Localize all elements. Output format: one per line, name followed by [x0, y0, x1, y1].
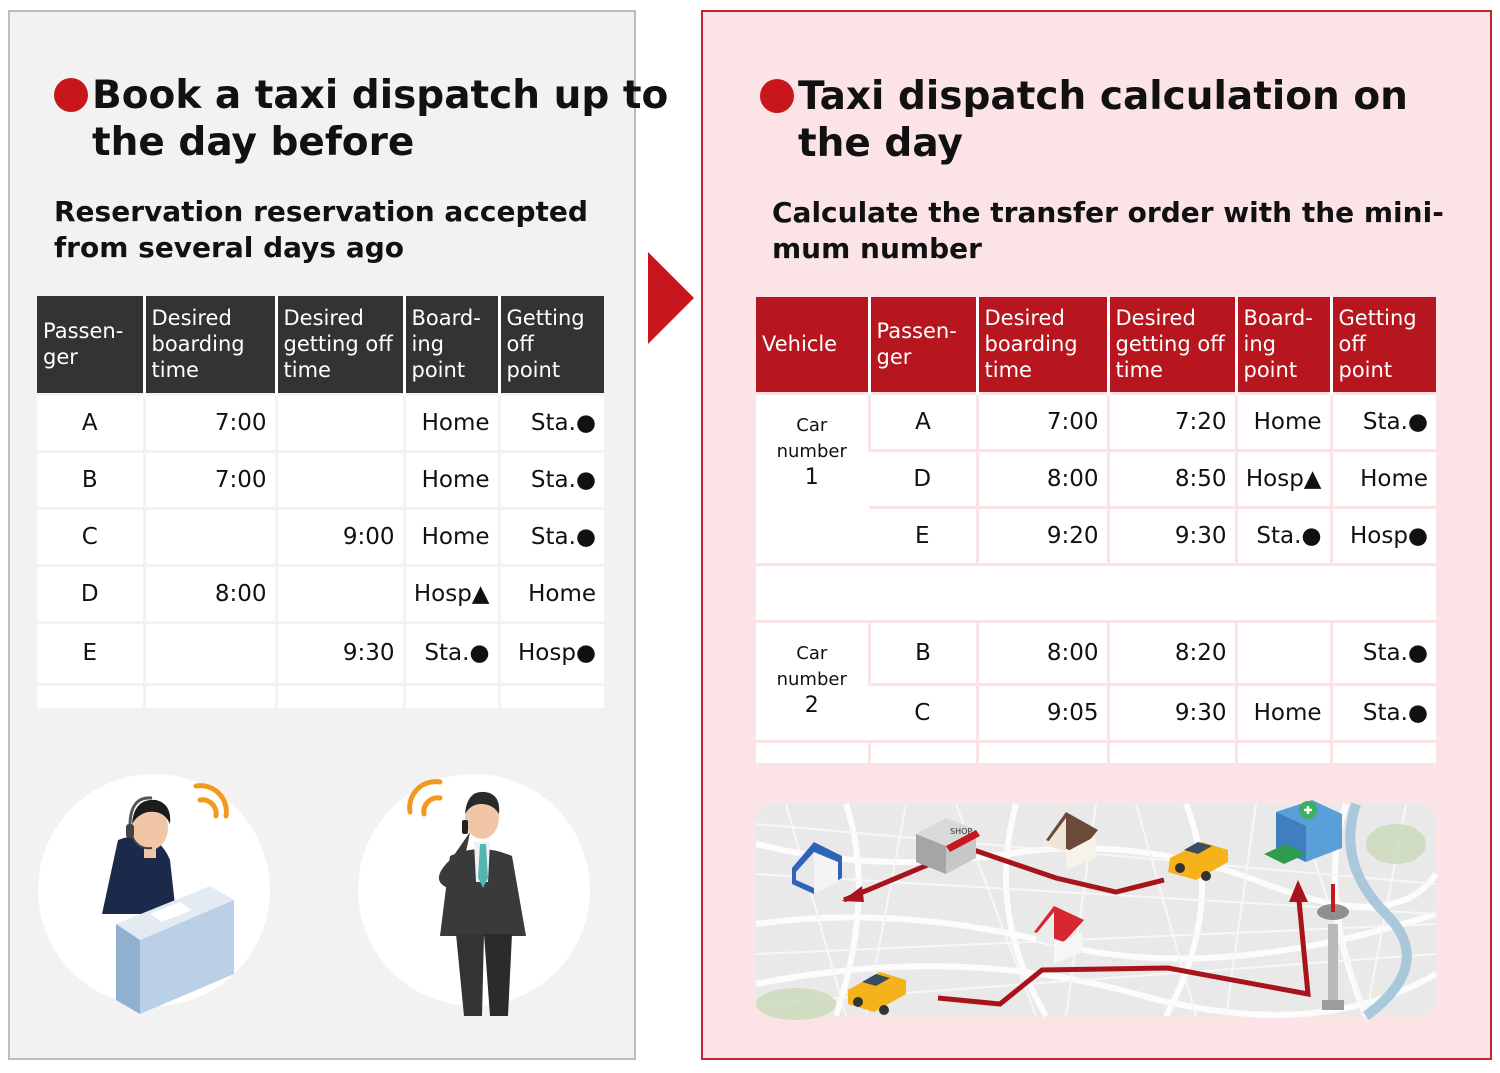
boarding-time-cell: 7:00: [977, 393, 1108, 450]
passenger-cell: D: [869, 450, 977, 507]
header-getting-off-time: Desired getting off time: [1108, 297, 1236, 393]
header-boarding-point: Board- ing point: [404, 296, 499, 394]
boarding-time-cell: 7:00: [144, 451, 276, 508]
getting-off-time-cell: 7:20: [1108, 393, 1236, 450]
header-passenger: Passen- ger: [869, 297, 977, 393]
boarding-point-cell: Home: [404, 394, 499, 451]
boarding-time-cell: 8:00: [977, 450, 1108, 507]
passenger-cell: C: [37, 508, 144, 565]
getting-off-time-cell: 9:30: [276, 622, 404, 684]
operator-illustration: [38, 774, 270, 1006]
header-getting-off-point: Getting off point: [1331, 297, 1436, 393]
boarding-time-cell: 8:00: [144, 565, 276, 622]
getting-off-point-cell: Home: [499, 565, 604, 622]
city-route-map: [756, 804, 1436, 1016]
table-row-separator: [756, 564, 1436, 621]
boarding-point-cell: Home: [404, 508, 499, 565]
getting-off-time-cell: 8:50: [1108, 450, 1236, 507]
passenger-cell: B: [869, 621, 977, 684]
advance-booking-panel: [8, 10, 669, 1060]
same-day-subheading: Calculate the transfer order with the mini- mum number: [772, 196, 1444, 265]
header-boarding-point: Board- ing point: [1236, 297, 1331, 393]
boarding-time-cell: 9:05: [977, 684, 1108, 741]
call-center-operator-icon: [38, 774, 270, 1006]
boarding-point-cell: Sta.●: [1236, 507, 1331, 564]
getting-off-point-cell: Hosp●: [499, 622, 604, 684]
getting-off-point-cell: Sta.●: [499, 394, 604, 451]
getting-off-time-cell: 9:30: [1108, 507, 1236, 564]
header-getting-off-point: Getting off point: [499, 296, 604, 394]
table-row: [37, 451, 604, 508]
boarding-time-cell: 7:00: [144, 394, 276, 451]
table-row-empty: [37, 684, 604, 708]
boarding-point-cell: Home: [1236, 684, 1331, 741]
table-row: [37, 622, 604, 684]
boarding-time-cell: [144, 508, 276, 565]
passenger-cell: D: [37, 565, 144, 622]
table-row-empty: [756, 741, 1436, 763]
getting-off-point-cell: Sta.●: [499, 508, 604, 565]
passenger-cell: E: [37, 622, 144, 684]
header-boarding-time: Desired boarding time: [144, 296, 276, 394]
getting-off-time-cell: [276, 394, 404, 451]
bullet-dot-icon: [760, 79, 794, 113]
table-row: [37, 508, 604, 565]
advance-booking-heading: Book a taxi dispatch up to the day before: [92, 72, 668, 166]
passenger-cell: B: [37, 451, 144, 508]
same-day-heading: Taxi dispatch calculation on the day: [798, 73, 1408, 167]
same-day-calculation-panel: [701, 10, 1492, 1060]
dispatch-table: [756, 297, 1436, 763]
reservation-table-header: [37, 296, 604, 394]
svg-text:SHOP: SHOP: [950, 827, 973, 836]
boarding-time-cell: 8:00: [977, 621, 1108, 684]
getting-off-point-cell: Home: [1331, 450, 1436, 507]
boarding-point-cell: Home: [404, 451, 499, 508]
boarding-point-cell: Hosp▲: [404, 565, 499, 622]
passenger-cell: C: [869, 684, 977, 741]
getting-off-point-cell: Hosp●: [1331, 507, 1436, 564]
getting-off-time-cell: [276, 451, 404, 508]
advance-booking-subheading: Reservation reservation accepted from several days ago: [54, 195, 588, 264]
boarding-point-cell: Sta.●: [404, 622, 499, 684]
bullet-dot-icon: [54, 78, 88, 112]
passenger-cell: A: [869, 393, 977, 450]
getting-off-point-cell: Sta.●: [1331, 684, 1436, 741]
table-row: [756, 393, 1436, 450]
getting-off-point-cell: Sta.●: [1331, 621, 1436, 684]
boarding-time-cell: 9:20: [977, 507, 1108, 564]
header-boarding-time: Desired boarding time: [977, 297, 1108, 393]
table-row: [756, 621, 1436, 684]
getting-off-time-cell: 8:20: [1108, 621, 1236, 684]
getting-off-point-cell: Sta.●: [499, 451, 604, 508]
getting-off-time-cell: 9:00: [276, 508, 404, 565]
dispatch-table-header: [756, 297, 1436, 393]
header-vehicle: Vehicle: [756, 297, 869, 393]
getting-off-time-cell: [276, 565, 404, 622]
getting-off-point-cell: Sta.●: [1331, 393, 1436, 450]
header-getting-off-time: Desired getting off time: [276, 296, 404, 394]
passenger-cell: A: [37, 394, 144, 451]
table-row: [37, 565, 604, 622]
header-passenger: Passen- ger: [37, 296, 144, 394]
getting-off-time-cell: 9:30: [1108, 684, 1236, 741]
passenger-cell: E: [869, 507, 977, 564]
caller-illustration: [358, 774, 590, 1006]
boarding-point-cell: Hosp▲: [1236, 450, 1331, 507]
boarding-time-cell: [144, 622, 276, 684]
table-row: [37, 394, 604, 451]
reservation-table: [37, 296, 604, 708]
vehicle-cell-car-2: Car number 2: [756, 621, 869, 741]
businessman-phone-icon: [358, 774, 590, 1006]
flow-arrow-icon: [648, 252, 694, 344]
boarding-point-cell: Home: [1236, 393, 1331, 450]
boarding-point-cell: [1236, 621, 1331, 684]
vehicle-cell-car-1: Car number 1: [756, 393, 869, 564]
